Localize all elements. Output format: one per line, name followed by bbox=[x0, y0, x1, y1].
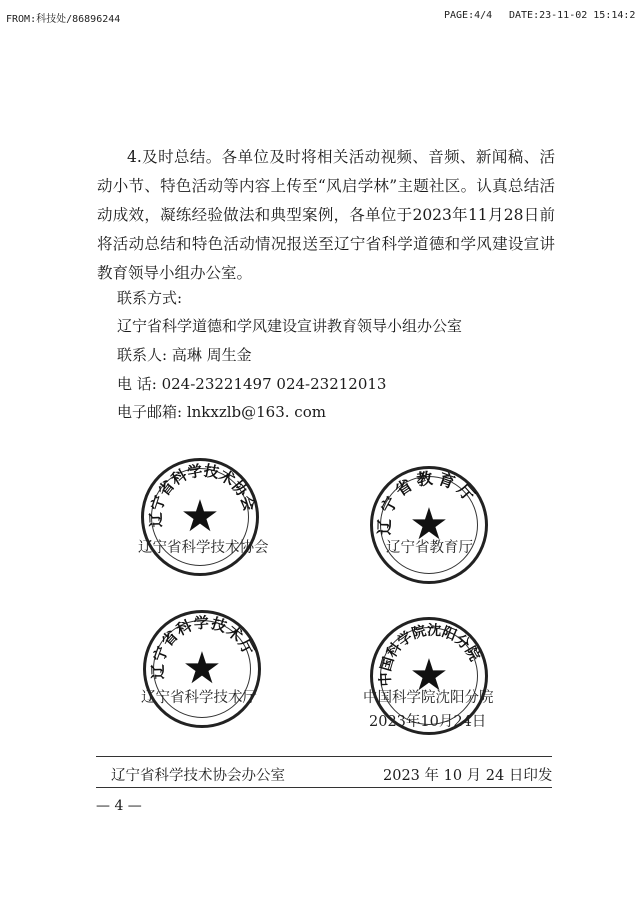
seal-label-cas-shenyang: 中国科学院沈阳分院 bbox=[363, 690, 494, 706]
seal-ring-text: 辽宁省科学技术厅 bbox=[148, 613, 259, 680]
fax-header bbox=[6, 10, 640, 26]
seal-education-dept bbox=[370, 466, 488, 584]
star-icon: ★ bbox=[182, 643, 222, 694]
footer-bottom-rule bbox=[96, 787, 552, 788]
sign-date: 2023年10月24日 bbox=[369, 714, 487, 730]
footer-org: 辽宁省科学技术协会办公室 bbox=[111, 768, 285, 784]
fax-date: DATE:23-11-02 15:14:2 bbox=[509, 10, 636, 21]
footer-print-date: 2023 年 10 月 24 日印发 bbox=[383, 768, 553, 784]
seal-ring-text: 中国科学院沈阳分院 bbox=[377, 622, 483, 687]
seal-science-tech-dept bbox=[143, 610, 261, 728]
seal-ring-text: 辽宁省教育厅 bbox=[374, 469, 482, 536]
star-icon: ★ bbox=[409, 650, 449, 701]
contact-persons: 联系人: 高琳 周生金 bbox=[117, 346, 252, 364]
contact-email: 电子邮箱: lnkxzlb@163. com bbox=[117, 403, 326, 421]
page-number: — 4 — bbox=[96, 798, 142, 814]
seal-label-education-dept: 辽宁省教育厅 bbox=[386, 540, 473, 556]
star-icon: ★ bbox=[180, 491, 220, 542]
fax-from: FROM:科技处/86896244 bbox=[6, 14, 121, 25]
contact-office: 辽宁省科学道德和学风建设宣讲教育领导小组办公室 bbox=[117, 317, 463, 335]
star-icon: ★ bbox=[409, 499, 449, 550]
summary-paragraph: 4.及时总结。各单位及时将相关活动视频、音频、新闻稿、活动小节、特色活动等内容上传至“风启学林”主题社区。认真总结活动成效，凝练经验做法和典型案例，各单位于2023年11月28日前将活动总结和特色活动情况报送至辽宁省科学道德和学风建设宣讲教育领导小组办公室。 bbox=[97, 148, 555, 282]
footer-top-rule bbox=[96, 756, 552, 757]
seal-label-science-association: 辽宁省科学技术协会 bbox=[138, 540, 269, 556]
contact-phone: 电 话: 024-23221497 024-23212013 bbox=[117, 375, 387, 393]
fax-page: PAGE:4/4 bbox=[444, 10, 493, 21]
seal-science-association bbox=[141, 458, 259, 576]
seal-ring-text: 辽宁省科学技术协会 bbox=[146, 461, 259, 528]
seal-label-science-tech-dept: 辽宁省科学技术厅 bbox=[141, 690, 257, 706]
contact-heading: 联系方式: bbox=[117, 289, 183, 307]
